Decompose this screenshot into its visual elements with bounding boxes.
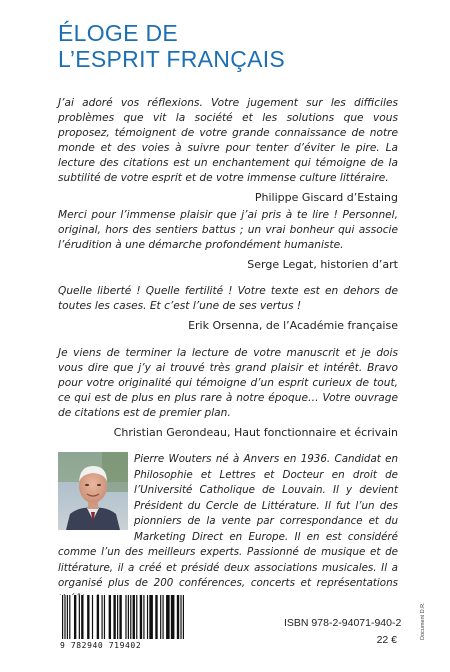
book-title-line-1: ÉLOGE DE xyxy=(58,20,178,46)
barcode-bar xyxy=(140,595,142,639)
testimonial-author: Christian Gerondeau, Haut fonctionnaire et écrivain xyxy=(113,426,398,439)
barcode-bar xyxy=(128,595,129,639)
barcode-bar xyxy=(147,595,148,639)
barcode-bar xyxy=(113,595,115,639)
barcode-bar xyxy=(119,595,121,639)
barcode-bar xyxy=(67,595,68,639)
author-portrait-icon xyxy=(58,452,128,530)
barcode-bar xyxy=(117,595,118,639)
isbn: ISBN 978-2-94071-940-2 xyxy=(284,617,402,629)
barcode-bar xyxy=(130,595,131,639)
testimonial-3 xyxy=(58,284,398,333)
barcode-bar xyxy=(183,595,184,639)
testimonial-2 xyxy=(58,208,398,272)
barcode-bar xyxy=(162,595,163,639)
barcode-bar xyxy=(160,595,161,639)
barcode-bar xyxy=(74,595,76,639)
barcode-bar xyxy=(104,595,105,639)
barcode-bar xyxy=(136,595,137,639)
barcode-bar xyxy=(125,595,126,639)
author-biography-text: Pierre Wouters né à Anvers en 1936. Candidat en Philosophie et Lettres et Docteur en droit de l’Université Catholique de Louvain. Il y devient Président du Cercle de Littérature. Il fut l’un des pionniers de la vente par correspondance et du Marketing Direct en Europe. Il en est considéré comme l’un des meilleurs experts. Passionné de musique et de littérature, il a créé et présidé deux associations musicales. Il a organisé plus de 200 conférences, concerts et représentations xyxy=(58,453,398,589)
book-title-line-2: L’ESPRIT FRANÇAIS xyxy=(58,46,286,72)
testimonial-1 xyxy=(58,96,398,205)
barcode-bar xyxy=(79,595,80,639)
testimonial-author: Philippe Giscard d’Estaing xyxy=(254,191,398,204)
barcode-bar xyxy=(81,595,83,639)
barcode-bar xyxy=(92,595,93,639)
barcode-bar xyxy=(166,595,170,639)
barcode-bar xyxy=(64,595,65,639)
barcode-bar xyxy=(171,595,175,639)
testimonial-author: Erik Orsenna, de l’Académie française xyxy=(188,319,398,332)
barcode-digits: 9 782940 719402 xyxy=(60,641,186,650)
barcode-bar xyxy=(97,595,99,639)
barcode-bar xyxy=(62,595,63,639)
barcode-bar xyxy=(149,595,153,639)
barcode-bar xyxy=(143,595,144,639)
ean13-barcode-icon xyxy=(58,595,188,641)
testimonial-text: Quelle liberté ! Quelle fertilité ! Votre texte est en dehors de toutes les cases. Et c’est l’une de ses vertus ! xyxy=(58,285,398,312)
testimonial-text: Merci pour l’immense plaisir que j’ai pris à te lire ! Personnel, original, hors des sentiers battus ; un vrai bonheur qui associe l’érudition à une démarche profondément humaniste. xyxy=(58,209,398,251)
barcode-bar xyxy=(180,595,181,639)
barcode-bar xyxy=(109,595,111,639)
barcode-bar xyxy=(155,595,157,639)
testimonial-4 xyxy=(58,346,398,440)
testimonial-text: Je viens de terminer la lecture de votre manuscrit et je dois vous dire que j’y ai trouvé très grand plaisir et intérêt. Bravo pour votre originalité qui témoigne d’un esprit curieux de tout, ce qui est de plus en plus rare à notre époque… Votre ouvrage de citations est de premier plan. xyxy=(58,347,398,419)
book-title xyxy=(58,20,285,72)
price: 22 € xyxy=(376,634,397,646)
barcode-bar xyxy=(101,595,102,639)
author-portrait-photo xyxy=(58,452,128,530)
barcode-bar xyxy=(133,595,135,639)
photo-credit: Document D.R. xyxy=(420,602,426,640)
barcode-bar xyxy=(177,595,179,639)
barcode-bar xyxy=(87,595,89,639)
testimonial-text: J’ai adoré vos réflexions. Votre jugement sur les difficiles problèmes que vit la société et les solutions que vous proposez, témoignent de votre grande connaissance de notre monde et des voies à suivre pour tenter d’éviter le pire. La lecture des citations est un enchantement qui témoigne de la subtilité de votre esprit et de votre immense culture littéraire. xyxy=(58,97,398,184)
testimonial-author: Serge Legat, historien d’art xyxy=(247,258,398,271)
barcode-bar xyxy=(69,595,70,639)
